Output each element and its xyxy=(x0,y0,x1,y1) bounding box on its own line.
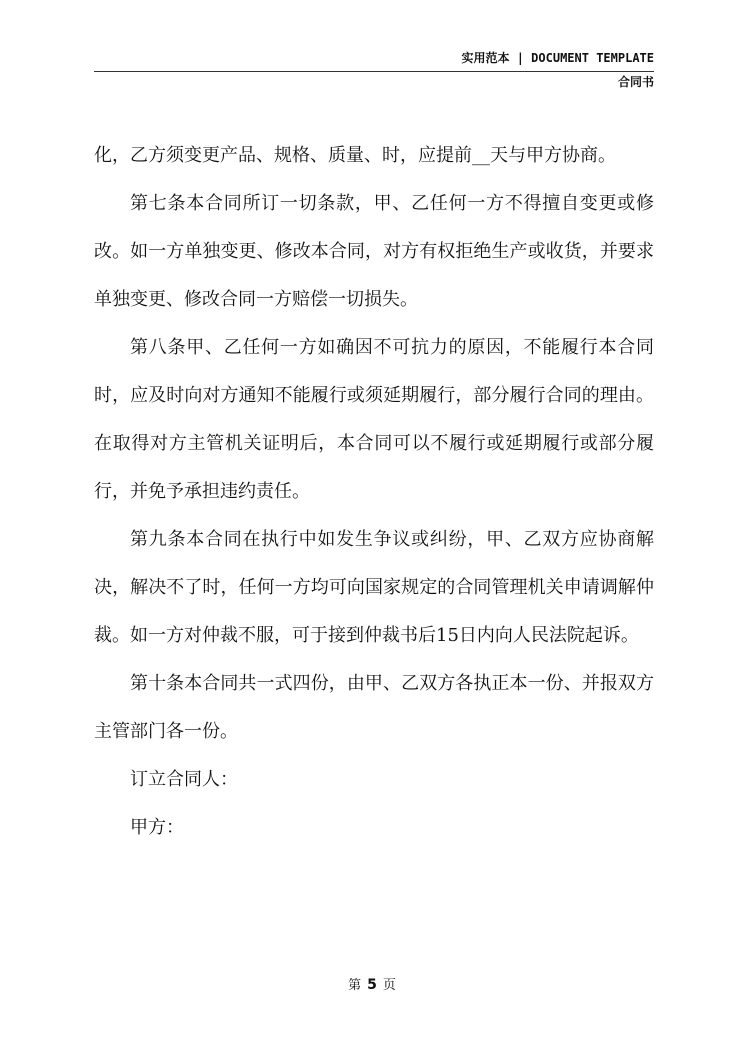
paragraph-article-10: 第十条本合同共一式四份，由甲、乙双方各执正本一份、并报双方主管部门各一份。 xyxy=(94,673,654,742)
header-title: 实用范本 | DOCUMENT TEMPLATE xyxy=(461,51,654,65)
paragraph-article-8: 第八条甲、乙任何一方如确因不可抗力的原因，不能履行本合同时，应及时向对方通知不能履行或须延期履行，部分履行合同的理由。在取得对方主管机关证明后，本合同可以不履行或延期履行或部分履行，并免予承担违约责任。 xyxy=(94,337,654,502)
paragraph-continuation: 化，乙方须变更产品、规格、质量、时，应提前__天与甲方协商。 xyxy=(94,145,616,166)
page-footer xyxy=(0,974,744,993)
page-header xyxy=(94,50,654,90)
page-number: 5 xyxy=(367,977,377,993)
header-subtitle: 合同书 xyxy=(617,75,654,89)
signatory-heading: 订立合同人： xyxy=(130,769,238,790)
paragraph-article-9: 第九条本合同在执行中如发生争议或纠纷，甲、乙双方应协商解决，解决不了时，任何一方均可向国家规定的合同管理机关申请调解仲裁。如一方对仲裁不服，可于接到仲裁书后15日内向人民法院起诉。 xyxy=(94,529,654,646)
paragraph-article-7: 第七条本合同所订一切条款，甲、乙任何一方不得擅自变更或修改。如一方单独变更、修改本合同，对方有权拒绝生产或收货，并要求单独变更、修改合同一方赔偿一切损失。 xyxy=(94,193,654,310)
page-suffix: 页 xyxy=(382,978,396,993)
document-body xyxy=(94,132,654,852)
header-divider xyxy=(94,71,654,72)
page-prefix: 第 xyxy=(348,978,362,993)
party-a-label: 甲方： xyxy=(130,817,184,838)
